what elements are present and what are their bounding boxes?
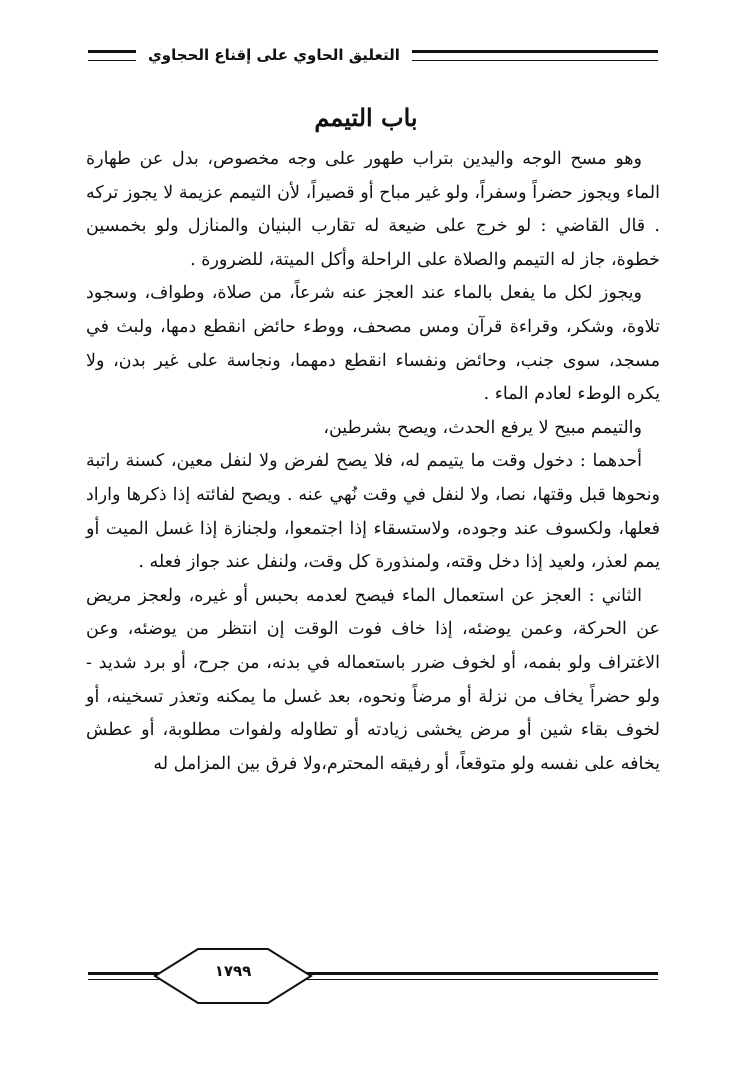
paragraph: الثاني : العجز عن استعمال الماء فيصح لعدمه بحبس أو غيره، ولعجز مريض عن الحركة، وعمن يوضئه، إذا خاف فوت الوقت إن انتظر من يوضئه، وعن الاغتراف ولو بفمه، أو لخوف ضرر باستعماله في بدنه، من جرح، أو برد شديد - ولو حضراً يخاف من نزلة أو مرضاً ونحوه، بعد غسل ما يمكنه وتعذر تسخينه، أو لخوف بقاء شين أو مرض يخشى زيادته أو تطاوله ولفوات مطلوبة، أو عطش يخافه على نفسه ولو متوقعاً، أو رفيقه المحترم،ولا فرق بين المزامل له — [86, 585, 660, 774]
paragraph: وهو مسح الوجه واليدين بتراب طهور على وجه مخصوص، بدل عن طهارة الماء ويجوز حضراً وسفراً، ولو غير مباح أو قصيراً، لأن التيمم عزيمة لا يجوز تركه . قال القاضي : لو خرج على ضيعة له تقارب البنيان والمنازل ولو بخمسين خطوة، جاز له التيمم والصلاة على الراحلة وأكل الميتة، للضرورة . — [86, 149, 660, 270]
main-text — [86, 143, 660, 781]
paragraph: ويجوز لكل ما يفعل بالماء عند العجز عنه شرعاً، من صلاة، وطواف، وسجود تلاوة، وشكر، وقراءة قرآن ومس مصحف، ووطء حائض انقطع دمها، ولبث في مسجد، سوى جنب، وحائض ونفساء انقطع دمهما، ونجاسة على غير بدن، ولا يكره الوطء لعادم الماء . — [86, 283, 660, 405]
running-header — [88, 40, 658, 70]
book-title: التعليق الحاوي على إقناع الحجاوي — [148, 46, 400, 64]
page-footer — [88, 946, 658, 1006]
paragraph: والتيمم مبيح لا يرفع الحدث، ويصح بشرطين، — [323, 417, 642, 438]
page-number: ١٧٩٩ — [214, 962, 252, 980]
paragraph: أحدهما : دخول وقت ما يتيمم له، فلا يصح لفرض ولا لنفل معين، كسنة راتبة ونحوها قبل وقتها، نصا، ولا لنفل في وقت نُهي عنه . ويصح لفائته إذا ذكرها واراد فعلها، ولكسوف عند وجوده، ولاستسقاء إذا اجتمعوا، ولجنازة إذا غسل الميت أو يمم لعذر، ولعيد إذا دخل وقته، ولمنذورة كل وقت، ولنفل عند جواز فعله . — [86, 451, 660, 573]
header-rule-right — [412, 50, 658, 61]
chapter-title: باب التيمم — [314, 103, 418, 132]
header-rule-left — [88, 50, 136, 61]
